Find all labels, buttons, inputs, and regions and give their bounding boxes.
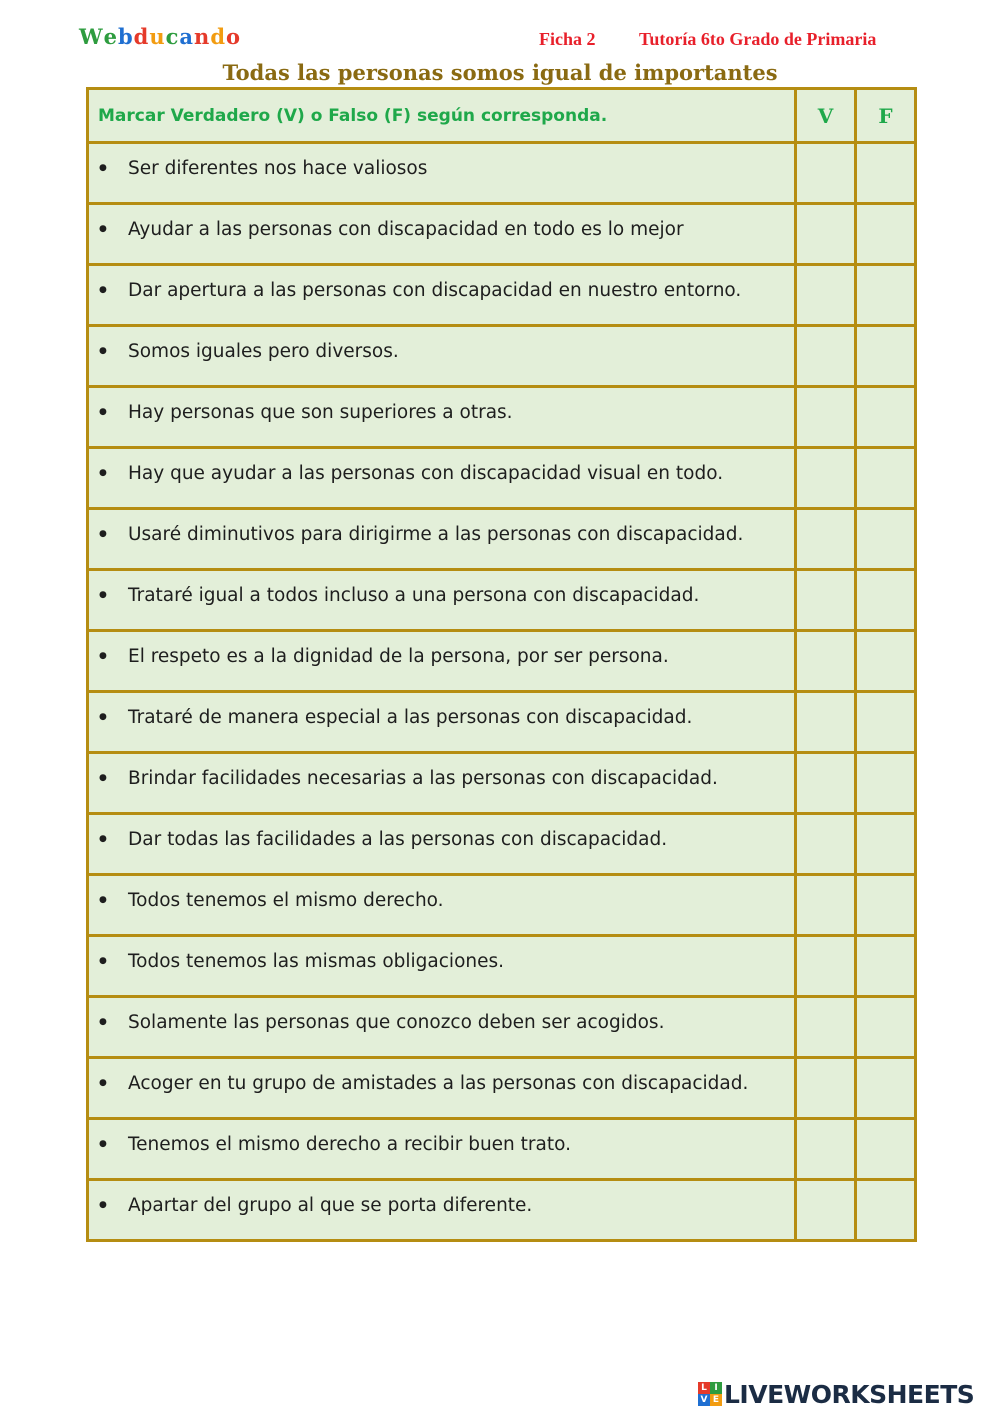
- bullet-icon: ●: [99, 529, 107, 539]
- answer-cell-v[interactable]: [796, 143, 856, 204]
- answer-cell-f[interactable]: [856, 1119, 916, 1180]
- statement-cell: [88, 448, 796, 509]
- statement-cell: [88, 631, 796, 692]
- liveworksheets-logo: [698, 1378, 974, 1410]
- statement-cell: [88, 143, 796, 204]
- statement-cell: [88, 387, 796, 448]
- statement-text: Todos tenemos el mismo derecho.: [128, 890, 444, 911]
- bullet-icon: ●: [99, 224, 107, 234]
- statement-cell: [88, 204, 796, 265]
- answer-cell-v[interactable]: [796, 387, 856, 448]
- statement-text: Solamente las personas que conozco deben ser acogidos.: [128, 1012, 665, 1033]
- statement-text: Acoger en tu grupo de amistades a las personas con discapacidad.: [128, 1073, 749, 1094]
- statement-text: Tenemos el mismo derecho a recibir buen trato.: [128, 1134, 571, 1155]
- answer-cell-f[interactable]: [856, 448, 916, 509]
- answer-cell-v[interactable]: [796, 1180, 856, 1241]
- brand-letter: W: [79, 24, 104, 49]
- bullet-icon: ●: [99, 956, 107, 966]
- statement-row: [88, 814, 916, 875]
- liveworksheets-wordmark: LIVEWORKSHEETS: [724, 1379, 975, 1409]
- answer-cell-f[interactable]: [856, 143, 916, 204]
- answer-cell-f[interactable]: [856, 753, 916, 814]
- brand-letter: e: [103, 24, 118, 49]
- answer-cell-v[interactable]: [796, 753, 856, 814]
- statement-text: Usaré diminutivos para dirigirme a las personas con discapacidad.: [128, 524, 744, 545]
- answer-cell-f[interactable]: [856, 1180, 916, 1241]
- statement-row: [88, 692, 916, 753]
- answer-cell-v[interactable]: [796, 204, 856, 265]
- brand-letter: u: [149, 24, 166, 49]
- answer-cell-f[interactable]: [856, 631, 916, 692]
- bullet-icon: ●: [99, 1078, 107, 1088]
- answer-cell-f[interactable]: [856, 997, 916, 1058]
- statement-cell: [88, 875, 796, 936]
- brand-letter: o: [226, 24, 242, 49]
- statement-row: [88, 1180, 916, 1241]
- answer-cell-v[interactable]: [796, 936, 856, 997]
- statement-row: [88, 387, 916, 448]
- statement-row: [88, 265, 916, 326]
- statement-cell: [88, 1180, 796, 1241]
- logo-icon-letter: L: [698, 1382, 710, 1394]
- statement-text: Hay que ayudar a las personas con discapacidad visual en todo.: [128, 463, 724, 484]
- answer-cell-f[interactable]: [856, 326, 916, 387]
- instruction-text: Marcar Verdadero (V) o Falso (F) según corresponda.: [88, 89, 796, 143]
- statement-cell: [88, 692, 796, 753]
- statement-row: [88, 1119, 916, 1180]
- statement-text: Ayudar a las personas con discapacidad en todo es lo mejor: [128, 219, 684, 240]
- brand-letter: d: [133, 24, 150, 49]
- answer-cell-v[interactable]: [796, 326, 856, 387]
- statement-row: [88, 509, 916, 570]
- answer-cell-v[interactable]: [796, 570, 856, 631]
- brand-letter: d: [210, 24, 226, 49]
- statement-cell: [88, 570, 796, 631]
- brand-letter: a: [179, 24, 195, 49]
- answer-cell-v[interactable]: [796, 875, 856, 936]
- bullet-icon: ●: [99, 1200, 107, 1210]
- column-header-f: F: [856, 89, 916, 143]
- statement-text: Trataré de manera especial a las personas con discapacidad.: [128, 707, 693, 728]
- page-header: [0, 24, 1000, 54]
- worksheet-title: Todas las personas somos igual de importantes: [222, 60, 778, 85]
- statement-cell: [88, 326, 796, 387]
- statement-text: Hay personas que son superiores a otras.: [128, 402, 513, 423]
- statement-row: [88, 997, 916, 1058]
- statement-text: El respeto es a la dignidad de la persona, por ser persona.: [128, 646, 669, 667]
- statement-cell: [88, 509, 796, 570]
- statement-text: Dar todas las facilidades a las personas con discapacidad.: [128, 829, 668, 850]
- statement-row: [88, 204, 916, 265]
- statement-text: Somos iguales pero diversos.: [128, 341, 399, 362]
- logo-icon-letter: E: [710, 1394, 722, 1406]
- statement-cell: [88, 1058, 796, 1119]
- statement-row: [88, 448, 916, 509]
- logo-icon-letter: V: [698, 1394, 710, 1406]
- statement-cell: [88, 753, 796, 814]
- bullet-icon: ●: [99, 346, 107, 356]
- bullet-icon: ●: [99, 590, 107, 600]
- sheet-number: Ficha 2: [539, 29, 596, 49]
- bullet-icon: ●: [99, 407, 107, 417]
- answer-cell-f[interactable]: [856, 387, 916, 448]
- answer-cell-v[interactable]: [796, 1058, 856, 1119]
- answer-cell-f[interactable]: [856, 814, 916, 875]
- statement-cell: [88, 265, 796, 326]
- statement-row: [88, 326, 916, 387]
- answer-cell-f[interactable]: [856, 875, 916, 936]
- brand-letter: b: [117, 24, 134, 49]
- statement-row: [88, 1058, 916, 1119]
- answer-cell-v[interactable]: [796, 448, 856, 509]
- answer-cell-v[interactable]: [796, 997, 856, 1058]
- answer-cell-v[interactable]: [796, 1119, 856, 1180]
- statement-row: [88, 753, 916, 814]
- answer-cell-f[interactable]: [856, 204, 916, 265]
- statement-row: [88, 570, 916, 631]
- answer-cell-f[interactable]: [856, 936, 916, 997]
- statement-cell: [88, 997, 796, 1058]
- answer-cell-v[interactable]: [796, 814, 856, 875]
- statement-row: [88, 936, 916, 997]
- column-header-v: V: [796, 89, 856, 143]
- bullet-icon: ●: [99, 163, 107, 173]
- statement-cell: [88, 814, 796, 875]
- statement-text: Trataré igual a todos incluso a una persona con discapacidad.: [128, 585, 700, 606]
- liveworksheets-icon: [698, 1382, 722, 1406]
- statement-row: [88, 143, 916, 204]
- statement-text: Ser diferentes nos hace valiosos: [128, 158, 428, 179]
- answer-cell-f[interactable]: [856, 265, 916, 326]
- bullet-icon: ●: [99, 651, 107, 661]
- answer-cell-f[interactable]: [856, 570, 916, 631]
- answer-cell-v[interactable]: [796, 509, 856, 570]
- answer-cell-f[interactable]: [856, 692, 916, 753]
- course-label: Tutoría 6to Grado de Primaria: [639, 29, 877, 49]
- bullet-icon: ●: [99, 895, 107, 905]
- statement-text: Dar apertura a las personas con discapacidad en nuestro entorno.: [128, 280, 742, 301]
- answer-cell-f[interactable]: [856, 509, 916, 570]
- answer-cell-v[interactable]: [796, 631, 856, 692]
- statement-text: Todos tenemos las mismas obligaciones.: [128, 951, 505, 972]
- brand-letter: n: [194, 24, 211, 49]
- bullet-icon: ●: [99, 1139, 107, 1149]
- answer-cell-v[interactable]: [796, 692, 856, 753]
- answer-cell-v[interactable]: [796, 265, 856, 326]
- brand-logo: [79, 24, 241, 49]
- bullet-icon: ●: [99, 285, 107, 295]
- bullet-icon: ●: [99, 712, 107, 722]
- statement-cell: [88, 936, 796, 997]
- statement-row: [88, 875, 916, 936]
- statement-text: Brindar facilidades necesarias a las personas con discapacidad.: [128, 768, 718, 789]
- logo-icon-letter: I: [710, 1382, 722, 1394]
- statement-cell: [88, 1119, 796, 1180]
- bullet-icon: ●: [99, 468, 107, 478]
- answer-cell-f[interactable]: [856, 1058, 916, 1119]
- bullet-icon: ●: [99, 834, 107, 844]
- bullet-icon: ●: [99, 773, 107, 783]
- true-false-table: [86, 87, 917, 1242]
- brand-letter: c: [165, 24, 180, 49]
- table-header-row: [88, 89, 916, 143]
- statement-text: Apartar del grupo al que se porta diferente.: [128, 1195, 533, 1216]
- statement-row: [88, 631, 916, 692]
- bullet-icon: ●: [99, 1017, 107, 1027]
